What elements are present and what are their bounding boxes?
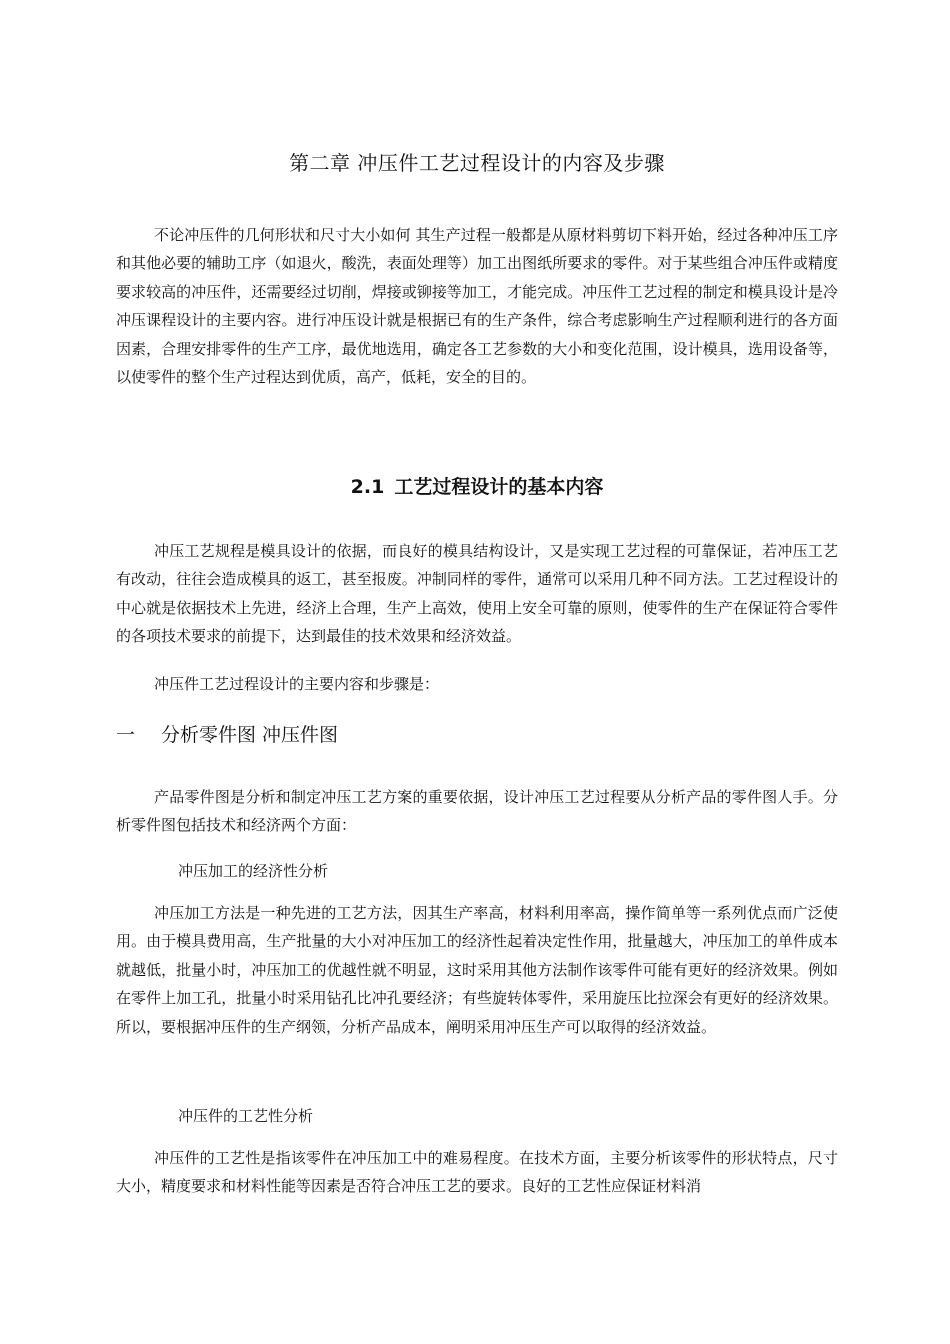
process-analysis-paragraph: 冲压件的工艺性是指该零件在冲压加工中的难易程度。在技术方面，主要分析该零件的形状特点，尺寸大小，精度要求和材料性能等因素是否符合冲压工艺的要求。良好的工艺性应保证材料消	[116, 1149, 838, 1196]
section-title-text: 工艺过程设计的基本内容	[394, 476, 604, 498]
part-one-heading	[116, 721, 838, 749]
chapter-title: 第二章 冲压件工艺过程设计的内容及步骤	[289, 151, 665, 175]
process-analysis-subheading: 冲压件的工艺性分析	[178, 1107, 314, 1125]
part-one-paragraph: 产品零件图是分析和制定冲压工艺方案的重要依据，设计冲压工艺过程要从分析产品的零件图人手。分析零件图包括技术和经济两个方面：	[116, 788, 838, 835]
chapter-intro-paragraph: 不论冲压件的几何形状和尺寸大小如何 其生产过程一般都是从原材料剪切下料开始，经过各种冲压工序和其他必要的辅助工序（如退火，酸洗，表面处理等）加工出图纸所要求的零件。对于某些组合冲压件或精度要求较高的冲压件，还需要经过切削，焊接或铆接等加工，才能完成。冲压件工艺过程的制定和模具设计是冷冲压课程设计的主要内容。进行冲压设计就是根据已有的生产条件，综合考虑影响生产过程顺利进行的各方面因素，合理安排零件的生产工序，最优地选用，确定各工艺参数的大小和变化范围，设计模具，选用设备等，以使零件的整个生产过程达到优质，高产，低耗，安全的目的。	[116, 226, 838, 387]
economic-analysis-subheading: 冲压加工的经济性分析	[178, 862, 329, 880]
part-one-title: 分析零件图 冲压件图	[161, 724, 339, 746]
economic-analysis-paragraph: 冲压加工方法是一种先进的工艺方法，因其生产率高，材料利用率高，操作简单等一系列优点而广泛使用。由于模具费用高，生产批量的大小对冲压加工的经济性起着决定性作用，批量越大，冲压加工的单件成本就越低，批量小时，冲压加工的优越性就不明显，这时采用其他方法制作该零件可能有更好的经济效果。例如在零件上加工孔，批量小时采用钻孔比冲孔要经济；有些旋转体零件，采用旋压比拉深会有更好的经济效果。所以，要根据冲压件的生产纲领，分析产品成本，阐明采用冲压生产可以取得的经济效益。	[116, 904, 838, 1036]
section-paragraph-1: 冲压工艺规程是模具设计的依据，而良好的模具结构设计，又是实现工艺过程的可靠保证，若冲压工艺有改动，往往会造成模具的返工，甚至报废。冲制同样的零件，通常可以采用几种不同方法。工艺过程设计的中心就是依据技术上先进，经济上合理，生产上高效，使用上安全可靠的原则，使零件的生产在保证符合零件的各项技术要求的前提下，达到最佳的技术效果和经济效益。	[116, 542, 838, 646]
section-heading	[116, 473, 838, 501]
section-paragraph-2: 冲压件工艺过程设计的主要内容和步骤是：	[154, 675, 440, 693]
part-one-marker: 一	[116, 724, 136, 746]
section-number: 2.1	[350, 476, 385, 498]
